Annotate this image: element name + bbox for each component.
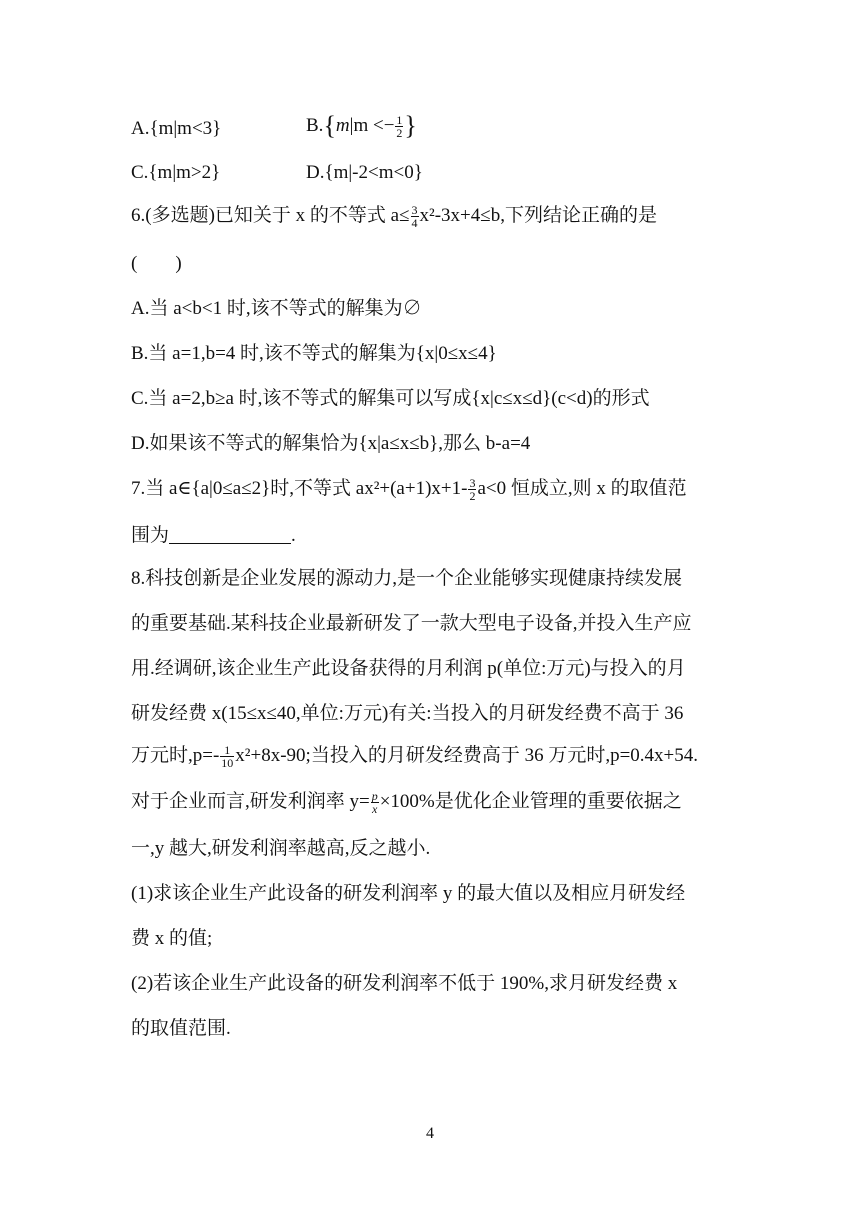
q8-line-5 xyxy=(131,744,698,769)
fraction-numerator: 1 xyxy=(224,743,231,758)
q8-line-1: 8.科技创新是企业发展的源动力,是一个企业能够实现健康持续发展 xyxy=(131,568,683,589)
q8-line-3: 用.经调研,该企业生产此设备获得的月利润 p(单位:万元)与投入的月 xyxy=(131,658,686,679)
q8-part2-line-2: 的取值范围. xyxy=(131,1018,231,1039)
fraction-p-over-x xyxy=(371,790,379,815)
q6-option-a: A.当 a<b<1 时,该不等式的解集为∅ xyxy=(131,298,422,319)
q7-stem-part-1: 7.当 a∈{a|0≤a≤2}时,不等式 ax²+(a+1)x+1- xyxy=(131,478,468,499)
q8-part1-line-2: 费 x 的值; xyxy=(131,928,213,949)
q8-line-7: 一,y 越大,研发利润率越高,反之越小. xyxy=(131,838,431,859)
fraction-denominator: 2 xyxy=(396,126,403,141)
q6-option-c: C.当 a=2,b≥a 时,该不等式的解集可以写成{x|c≤x≤d}(c<d)的形式 xyxy=(131,388,650,409)
q7-line2-text: 围为 xyxy=(131,525,170,546)
q6-stem xyxy=(131,204,657,229)
q6-answer-parens xyxy=(131,252,182,276)
q7-stem-line-2 xyxy=(131,524,296,548)
q6-option-b: B.当 a=1,b=4 时,该不等式的解集为{x|0≤x≤4} xyxy=(131,343,497,364)
fraction-denominator: 10 xyxy=(221,756,234,771)
fraction-numerator: 3 xyxy=(469,476,476,491)
q8-part2-line-1: (2)若该企业生产此设备的研发利润率不低于 190%,求月研发经费 x xyxy=(131,973,678,994)
fraction-numerator: 1 xyxy=(396,113,403,128)
q8-line5-part-1: 万元时,p=- xyxy=(131,745,220,766)
page-number: 4 xyxy=(426,1125,434,1142)
q5-option-b-mid: |m <− xyxy=(349,115,395,136)
fraction-one-tenth xyxy=(220,744,234,769)
q8-part1-line-1: (1)求该企业生产此设备的研发利润率 y 的最大值以及相应月研发经 xyxy=(131,883,686,904)
answer-blank xyxy=(169,525,291,544)
q5-option-d: D.{m|-2<m<0} xyxy=(306,162,423,183)
fraction-numerator: p xyxy=(371,789,378,804)
q6-stem-part-1: 6.(多选题)已知关于 x 的不等式 a≤ xyxy=(131,205,410,226)
paren-open: ( xyxy=(131,253,138,274)
fraction-denominator: x xyxy=(372,802,378,817)
q8-line6-part-2: ×100%是优化企业管理的重要依据之 xyxy=(379,791,682,812)
fraction-denominator: 2 xyxy=(469,489,476,504)
q5-option-a: A.{m|m<3} xyxy=(131,118,222,139)
q8-line5-part-2: x²+8x-90;当投入的月研发经费高于 36 万元时,p=0.4x+54. xyxy=(235,745,698,766)
q8-line-4: 研发经费 x(15≤x≤40,单位:万元)有关:当投入的月研发经费不高于 36 xyxy=(131,703,684,724)
fraction-one-half xyxy=(395,114,403,139)
fraction-three-halves xyxy=(468,477,476,502)
fraction-three-quarters xyxy=(411,204,419,229)
q6-option-d: D.如果该不等式的解集恰为{x|a≤x≤b},那么 b-a=4 xyxy=(131,433,531,454)
fraction-denominator: 4 xyxy=(411,216,418,231)
q5-option-c: C.{m|m>2} xyxy=(131,162,221,183)
q5-option-b-var: m xyxy=(335,115,350,136)
q5-option-b-label: B. xyxy=(306,115,324,136)
q7-line2-period: . xyxy=(291,525,296,546)
right-brace: } xyxy=(404,111,417,140)
q7-stem-part-2: a<0 恒成立,则 x 的取值范 xyxy=(477,478,687,499)
q8-line-2: 的重要基础.某科技企业最新研发了一款大型电子设备,并投入生产应 xyxy=(131,613,692,634)
q8-line6-part-1: 对于企业而言,研发利润率 y= xyxy=(131,791,370,812)
left-brace: { xyxy=(323,111,336,140)
q8-line-6 xyxy=(131,790,682,815)
q6-stem-part-2: x²-3x+4≤b,下列结论正确的是 xyxy=(419,205,657,226)
q7-stem xyxy=(131,477,687,502)
fraction-numerator: 3 xyxy=(411,203,418,218)
paren-close: ) xyxy=(175,253,182,274)
q5-option-b xyxy=(306,111,417,141)
